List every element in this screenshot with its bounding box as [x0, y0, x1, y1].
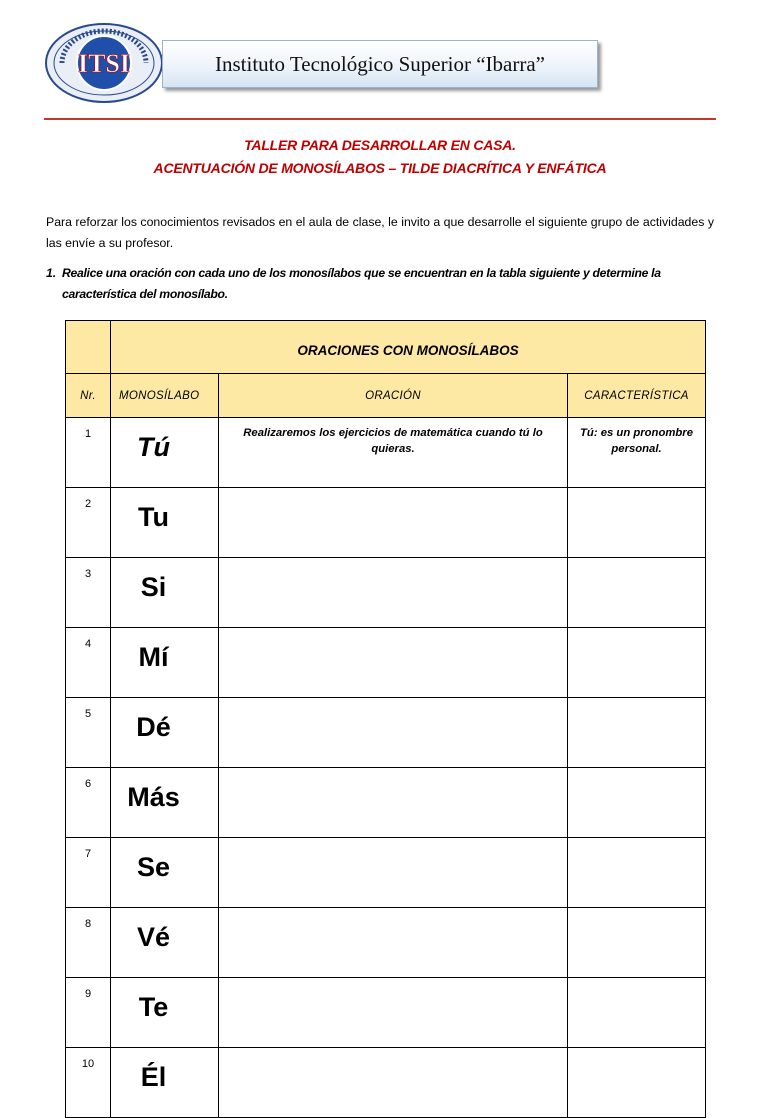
row-number: 3	[66, 558, 111, 628]
characteristic-cell[interactable]	[568, 768, 706, 838]
characteristic-cell[interactable]	[568, 698, 706, 768]
institute-logo	[44, 22, 164, 104]
table-banner: ORACIONES CON MONOSÍLABOS	[111, 321, 706, 374]
sentence-cell[interactable]	[219, 488, 568, 558]
characteristic-cell[interactable]	[568, 628, 706, 698]
monosyllable: Mí	[111, 628, 219, 698]
sentence-cell[interactable]: Realizaremos los ejercicios de matemática cuando tú lo quieras.	[219, 418, 568, 488]
monosyllable: Te	[111, 978, 219, 1048]
header-monosilabo: MONOSÍLABO	[111, 374, 219, 418]
sentence-cell[interactable]	[219, 1048, 568, 1118]
sentence-cell[interactable]	[219, 698, 568, 768]
sentence-cell[interactable]	[219, 838, 568, 908]
header-divider	[44, 118, 716, 120]
institute-name: Instituto Tecnológico Superior “Ibarra”	[215, 51, 545, 76]
monosyllable: Él	[111, 1048, 219, 1118]
sentence-cell[interactable]	[219, 768, 568, 838]
row-number: 8	[66, 908, 111, 978]
monosyllable: Vé	[111, 908, 219, 978]
table-row	[66, 418, 706, 488]
characteristic-cell[interactable]	[568, 908, 706, 978]
title-line-1: TALLER PARA DESARROLLAR EN CASA.	[244, 137, 516, 153]
table-row	[66, 1048, 706, 1118]
sentence-cell[interactable]	[219, 908, 568, 978]
row-number: 2	[66, 488, 111, 558]
monosyllable: Más	[111, 768, 219, 838]
monosyllable-table	[65, 320, 706, 1118]
table-row	[66, 908, 706, 978]
question-1	[46, 263, 714, 305]
characteristic-cell[interactable]	[568, 978, 706, 1048]
characteristic-cell[interactable]	[568, 488, 706, 558]
monosyllable: Se	[111, 838, 219, 908]
table-row	[66, 558, 706, 628]
row-number: 6	[66, 768, 111, 838]
table-row	[66, 978, 706, 1048]
banner-empty-cell	[66, 321, 111, 374]
row-number: 1	[66, 418, 111, 488]
characteristic-cell[interactable]	[568, 1048, 706, 1118]
intro-paragraph: Para reforzar los conocimientos revisados en el aula de clase, le invito a que desarrolle el siguiente grupo de actividades y las envíe a su profesor.	[46, 215, 714, 250]
table-row	[66, 768, 706, 838]
row-number: 5	[66, 698, 111, 768]
row-number: 7	[66, 838, 111, 908]
monosyllable: Tú	[111, 418, 219, 488]
question-number: 1.	[46, 266, 57, 280]
question-text: Realice una oración con cada uno de los monosílabos que se encuentran en la tabla siguiente y determine la característica del monosílabo.	[62, 266, 661, 301]
characteristic-cell[interactable]	[568, 838, 706, 908]
title-line-2: ACENTUACIÓN DE MONOSÍLABOS – TILDE DIACRÍTICA Y ENFÁTICA	[153, 160, 607, 176]
institute-name-box	[162, 40, 598, 88]
characteristic-cell[interactable]	[568, 558, 706, 628]
monosyllable: Tu	[111, 488, 219, 558]
table-row	[66, 698, 706, 768]
table-row	[66, 488, 706, 558]
header-nr: Nr.	[66, 374, 111, 418]
row-number: 4	[66, 628, 111, 698]
sentence-cell[interactable]	[219, 558, 568, 628]
sentence-cell[interactable]	[219, 628, 568, 698]
row-number: 10	[66, 1048, 111, 1118]
monosyllable: Si	[111, 558, 219, 628]
table-row	[66, 838, 706, 908]
table-row	[66, 628, 706, 698]
row-number: 9	[66, 978, 111, 1048]
logo-text: ITSI	[77, 49, 131, 78]
sentence-cell[interactable]	[219, 978, 568, 1048]
monosyllable: Dé	[111, 698, 219, 768]
header-caracteristica: CARACTERÍSTICA	[568, 374, 706, 418]
characteristic-cell[interactable]: Tú: es un pronombre personal.	[568, 418, 706, 488]
header-oracion: ORACIÓN	[219, 374, 568, 418]
